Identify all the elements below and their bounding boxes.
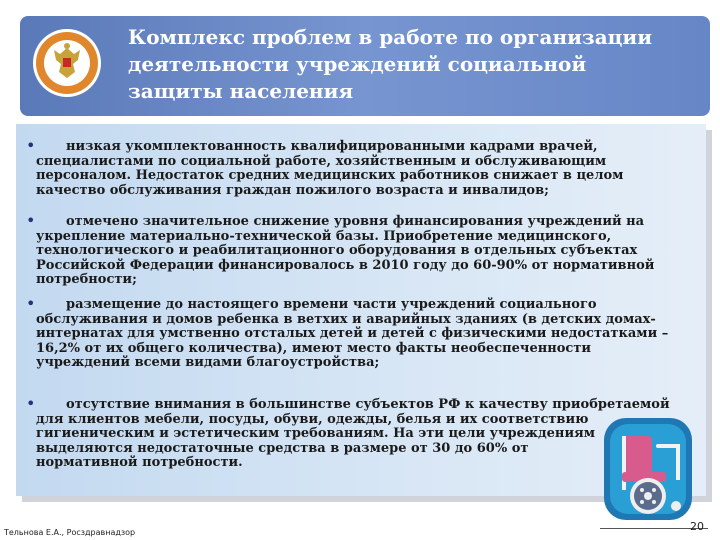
list-item-text: отмечено значительное снижение уровня финансирования учреждений на укрепление материально-технической базы. Приобретение медицинского, технологического и реабилитационного оборудования в отдельных субъектах Российской Федерации финансировалось в 2010 году до 60-90% от нормативной потребности; (36, 214, 655, 288)
list-item-text: низкая укомплектованность квалифицированными кадрами врачей, специалистами по социальной работе, хозяйственным и обслуживающим персоналом. Недостаток средних медицинских работников снижает в целом качество обслуживания граждан пожилого возраста и инвалидов; (36, 139, 624, 198)
list-item-text: размещение до настоящего времени части учреждений социального обслуживания и домов ребенка в ветхих и аварийных зданиях (в детских домах- интернатах для умственно отсталых детей и детей с физическими недостатками – 16,2% от их общего количества), имеют место факты необеспеченности учреждений всеми видами благоустройства; (36, 297, 669, 371)
title-line: Комплекс проблем в работе по организации (128, 25, 653, 49)
bullet-icon: • (26, 294, 36, 313)
list-item-text: отсутствие внимания в большинстве субъектов РФ к качеству приобретаемой для клиентов мебели, посуды, обуви, одежды, белья и их соответствию гигиеническим и эстетическим требованиям. На эти цели учреждениям выделяются недостаточные средства в размере от 30 до 60% от нормативной потребности. (36, 397, 670, 471)
list-item (26, 394, 672, 471)
page-title (128, 24, 698, 105)
bullet-icon: • (26, 211, 36, 230)
page-number: 20 (690, 520, 704, 533)
coat-of-arms-icon (32, 28, 102, 98)
title-line: защиты населения (128, 79, 354, 103)
bullet-icon: • (26, 394, 36, 413)
list-item (26, 136, 672, 198)
list-item (26, 294, 672, 371)
footer-author: Тельнова Е.А., Росздравнадзор (4, 528, 136, 537)
bullet-icon: • (26, 136, 36, 155)
list-item (26, 211, 672, 288)
title-line: деятельности учреждений социальной (128, 52, 587, 76)
wheelchair-icon (600, 414, 696, 524)
